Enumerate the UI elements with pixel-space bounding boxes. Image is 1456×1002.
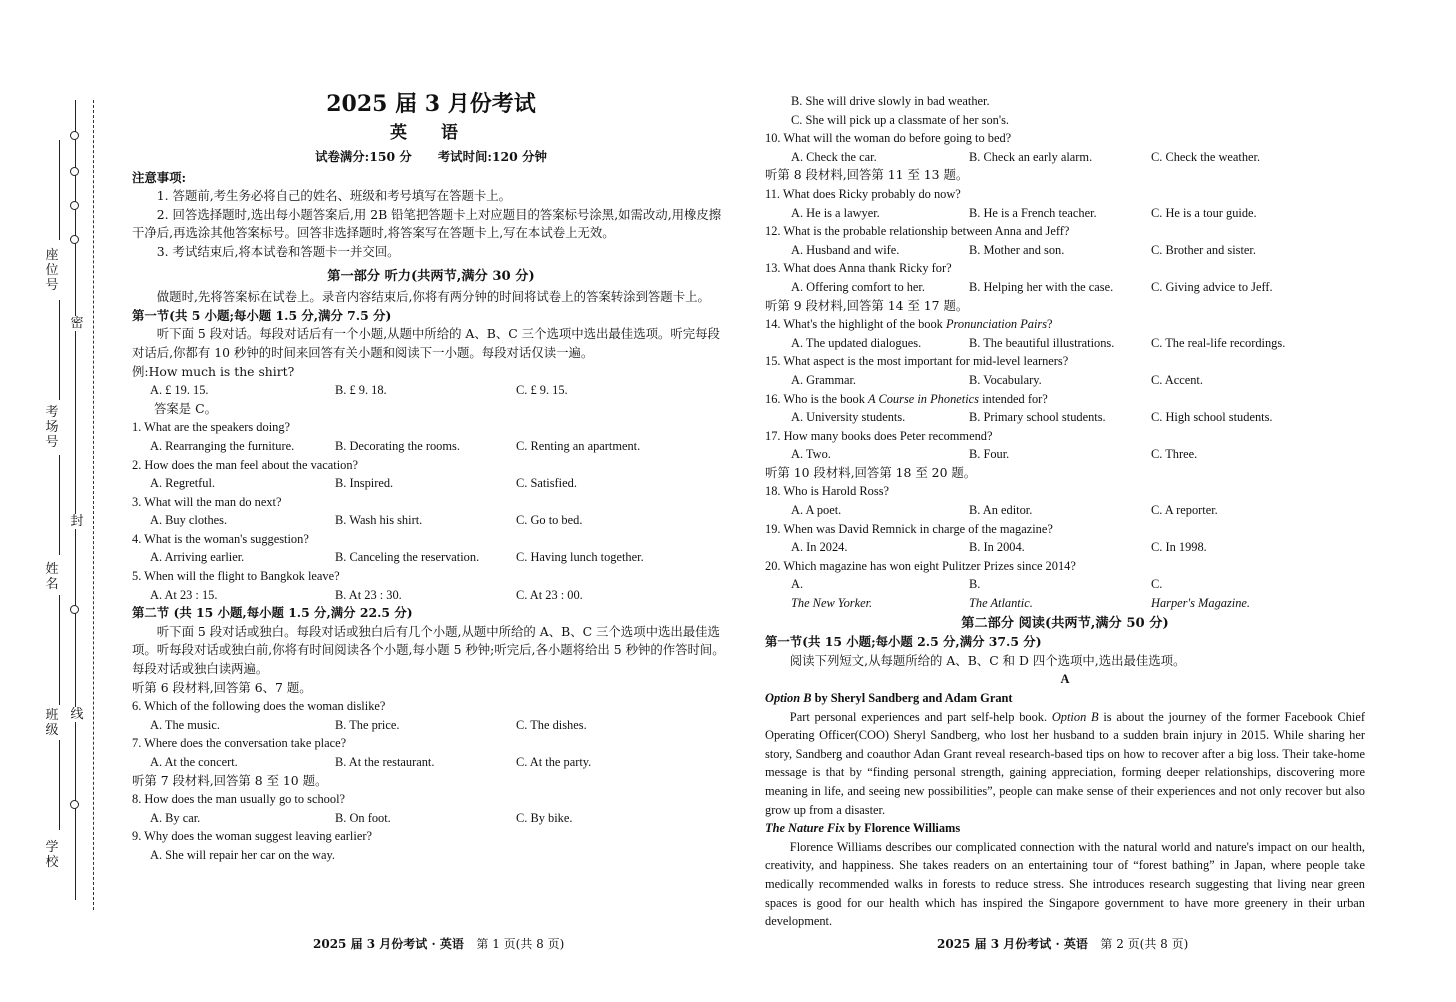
option-a[interactable]: A. £ 19. 15. xyxy=(150,383,209,398)
passage-letter: A xyxy=(1060,672,1070,687)
option-b[interactable]: B. The Atlantic. xyxy=(969,577,1033,611)
question-13: 13. What does Anna thank Ricky for? xyxy=(765,261,952,276)
material-10-note: 听第 10 段材料,回答第 18 至 20 题。 xyxy=(765,464,977,480)
option-c[interactable]: C. By bike. xyxy=(516,810,573,825)
option-b[interactable]: B. Inspired. xyxy=(335,476,394,491)
page-2-column xyxy=(765,92,1365,931)
options-14 xyxy=(765,334,1365,353)
question-19: 19. When was David Remnick in charge of the magazine? xyxy=(765,521,1053,536)
options-1 xyxy=(132,437,730,456)
option-c[interactable]: C. A reporter. xyxy=(1151,503,1218,518)
book2-title: The Nature Fix xyxy=(765,821,845,836)
options-12 xyxy=(765,241,1365,260)
option-a[interactable]: A. Husband and wife. xyxy=(791,242,900,257)
seal-word-xian: 线 xyxy=(70,707,84,722)
binding-hole xyxy=(70,167,79,176)
notice-item: 2. 回答选择题时,选出每小题答案后,用 2B 铅笔把答题卡上对应题目的答案标号涂黑,如需改动,用橡皮擦干净后,再选涂其他答案标号。回答非选择题时,将答案写在答题卡上,写在本试卷上无效。 xyxy=(132,206,722,241)
question-7: 7. Where does the conversation take place? xyxy=(132,736,347,751)
option-c[interactable]: C. The dishes. xyxy=(516,717,587,732)
option-a[interactable]: A. A poet. xyxy=(791,503,842,518)
option-a[interactable]: A. Buy clothes. xyxy=(150,513,228,528)
binding-hole xyxy=(70,235,79,244)
option-c[interactable]: C. Check the weather. xyxy=(1151,149,1261,164)
part2-heading: 第二部分 阅读(共两节,满分 50 分) xyxy=(961,615,1169,631)
question-16 xyxy=(765,390,1365,409)
options-16 xyxy=(765,408,1365,427)
section1-intro: 听下面 5 段对话。每段对话后有一个小题,从题中所给的 A、B、C 三个选项中选出最佳选项。听完每段对话后,你都有 10 秒钟的时间来回答有关小题和阅读下一小题。每段对话仅读一遍。 xyxy=(132,326,720,360)
option-b[interactable]: B. The beautiful illustrations. xyxy=(969,335,1115,350)
option-b[interactable]: B. He is a French teacher. xyxy=(969,205,1097,220)
option-b[interactable]: B. An editor. xyxy=(969,503,1033,518)
magazine-name: The Atlantic. xyxy=(969,596,1033,611)
question-17: 17. How many books does Peter recommend? xyxy=(765,428,993,443)
option-b[interactable]: B. Wash his shirt. xyxy=(335,513,423,528)
option-b[interactable]: B. She will drive slowly in bad weather. xyxy=(791,94,990,108)
question-4: 4. What is the woman's suggestion? xyxy=(132,531,309,546)
option-b[interactable]: B. Mother and son. xyxy=(969,242,1065,257)
seat-number-label: 座位号 xyxy=(45,248,59,293)
option-c[interactable]: C. Brother and sister. xyxy=(1151,242,1256,257)
option-b[interactable]: B. At 23 : 30. xyxy=(335,587,402,602)
example-options xyxy=(132,381,730,400)
option-c[interactable]: C. Renting an apartment. xyxy=(516,438,641,453)
option-a[interactable]: A. Offering comfort to her. xyxy=(791,279,925,294)
question-text: intended for? xyxy=(978,391,1048,406)
question-18: 18. Who is Harold Ross? xyxy=(765,484,890,499)
score-info: 试卷满分:150 分 xyxy=(315,149,412,164)
seal-word-feng: 封 xyxy=(70,514,84,529)
seal-word-mi: 密 xyxy=(70,316,84,331)
option-c[interactable]: C. Accent. xyxy=(1151,372,1203,387)
question-text: 16. Who is the book xyxy=(765,391,869,406)
part1-intro: 做题时,先将答案标在试卷上。录音内容结束后,你将有两分钟的时间将试卷上的答案转涂到答题卡上。 xyxy=(156,289,710,305)
option-a[interactable]: A. Grammar. xyxy=(791,372,857,387)
fill-line[interactable] xyxy=(59,595,60,705)
options-11 xyxy=(765,204,1365,223)
options-2 xyxy=(132,474,730,493)
option-b[interactable]: B. On foot. xyxy=(335,810,391,825)
option-a[interactable]: A. By car. xyxy=(150,810,201,825)
question-8: 8. How does the man usually go to school? xyxy=(132,792,346,807)
footer-page-number: 第 2 页(共 8 页) xyxy=(1100,937,1189,951)
option-b[interactable]: B. Four. xyxy=(969,447,1010,462)
option-a[interactable]: A. The updated dialogues. xyxy=(791,335,922,350)
part2-section1-intro: 阅读下列短文,从每题所给的 A、B、C 和 D 四个选项中,选出最佳选项。 xyxy=(789,652,1186,668)
option-b[interactable]: B. £ 9. 18. xyxy=(335,383,387,398)
option-c[interactable]: C. Go to bed. xyxy=(516,513,583,528)
option-c[interactable]: C. Three. xyxy=(1151,447,1198,462)
material-6-note: 听第 6 段材料,回答第 6、7 题。 xyxy=(132,679,312,695)
option-c[interactable]: C. Satisfied. xyxy=(516,476,577,491)
option-a[interactable]: A. The music. xyxy=(150,717,220,732)
options-19 xyxy=(765,538,1365,557)
book2-heading xyxy=(765,819,1365,838)
option-c[interactable]: C. £ 9. 15. xyxy=(516,383,568,398)
option-a[interactable]: A. Two. xyxy=(791,447,831,462)
margin-dashed-line xyxy=(93,100,94,910)
question-3: 3. What will the man do next? xyxy=(132,494,282,509)
time-info: 考试时间:120 分钟 xyxy=(437,149,547,164)
section1-heading: 第一节(共 5 小题;每小题 1.5 分,满分 7.5 分) xyxy=(132,307,392,323)
question-20: 20. Which magazine has won eight Pulitzer Prizes since 2014? xyxy=(765,558,1076,573)
subject-title: 英 语 xyxy=(390,123,472,143)
option-a[interactable]: A. He is a lawyer. xyxy=(791,205,880,220)
option-b[interactable]: B. At the restaurant. xyxy=(335,755,435,769)
section1-questions xyxy=(132,418,730,604)
book1-title: Option B xyxy=(765,691,812,705)
binding-hole xyxy=(70,800,79,809)
options-17 xyxy=(765,445,1365,464)
options-20 xyxy=(765,575,1365,612)
question-1: 1. What are the speakers doing? xyxy=(132,420,291,435)
name-label: 姓名 xyxy=(45,562,59,592)
option-b[interactable]: B. The price. xyxy=(335,717,400,732)
options-13 xyxy=(765,278,1365,297)
option-b[interactable]: B. Vocabulary. xyxy=(969,372,1042,387)
exam-room-label: 考场号 xyxy=(45,405,59,450)
option-a[interactable]: A. Arriving earlier. xyxy=(150,550,245,565)
material-8-note: 听第 8 段材料,回答第 11 至 13 题。 xyxy=(765,167,969,183)
question-9: 9. Why does the woman suggest leaving earlier? xyxy=(132,829,372,844)
option-b[interactable]: B. Check an early alarm. xyxy=(969,149,1093,164)
notice-item: 1. 答题前,考生务必将自己的姓名、班级和考号填写在答题卡上。 xyxy=(156,188,512,204)
footer-title: 2025 届 3 月份考试 · 英语 xyxy=(313,937,464,951)
margin-solid-line xyxy=(75,100,76,900)
option-c[interactable]: C. Having lunch together. xyxy=(516,550,644,565)
option-c[interactable]: C. Giving advice to Jeff. xyxy=(1151,279,1273,294)
part2-section1-heading: 第一节(共 15 小题;每小题 2.5 分,满分 37.5 分) xyxy=(765,634,1042,650)
options-5 xyxy=(132,586,730,605)
option-b[interactable]: B. Canceling the reservation. xyxy=(335,550,480,565)
book1-paragraph: Part personal experiences and part self-help book. Option B is about the journey of the former Facebook Chief Operating Officer(COO) Sheryl Sandberg, who lost her husband to a sudden brain injury in 2015. While sharing her story, Sandberg and coauthor Adan Grant reveal research-based tips on how to recover after a big loss. Their take-home message is that by “finding personal strength, gaining appreciation, forming deeper relationships, discovering more meaning in life, and seeing new possibilities”, people can make sense of their experiences and not only recover but also grow up from a disaster. xyxy=(765,709,1365,817)
options-6 xyxy=(132,716,730,735)
options-3 xyxy=(132,511,730,530)
book2-author: by Florence Williams xyxy=(844,821,961,836)
option-a[interactable]: A. In 2024. xyxy=(791,540,848,555)
option-c[interactable]: C. He is a tour guide. xyxy=(1151,205,1257,220)
page-2-footer xyxy=(937,935,1188,952)
page-1-footer xyxy=(313,935,564,952)
example-question: 例:How much is the shirt? xyxy=(132,363,295,379)
options-8 xyxy=(132,809,730,828)
question-15: 15. What aspect is the most important for mid-level learners? xyxy=(765,354,1069,369)
option-c[interactable]: C. The real-life recordings. xyxy=(1151,335,1286,350)
book-title: Pronunciation Pairs xyxy=(945,317,1048,332)
option-a[interactable]: A. At 23 : 15. xyxy=(150,587,218,602)
option-c[interactable]: C. Harper's Magazine. xyxy=(1151,577,1251,611)
options-10 xyxy=(765,148,1365,167)
binding-hole xyxy=(70,201,79,210)
magazine-name: Harper's Magazine. xyxy=(1151,596,1251,611)
question-12: 12. What is the probable relationship between Anna and Jeff? xyxy=(765,224,1070,239)
question-text: ? xyxy=(1047,317,1053,332)
notice-item: 3. 考试结束后,将本试卷和答题卡一并交回。 xyxy=(156,243,400,259)
question-10: 10. What will the woman do before going to bed? xyxy=(765,131,1012,146)
question-11: 11. What does Ricky probably do now? xyxy=(765,186,961,201)
option-a[interactable]: A. Regretful. xyxy=(150,476,216,491)
binding-hole xyxy=(70,605,79,614)
options-15 xyxy=(765,371,1365,390)
binding-hole xyxy=(70,131,79,140)
book2-paragraph: Florence Williams describes our complicated connection with the natural world and nature's impact on our health, creativity, and happiness. She takes readers on an entertaining tour of “forest bathing” in Japan, where people take medically recommended walks in forests to reduce stress. She introduces research suggesting that living near green spaces is good for our health which has inspired the Singapore government to have more greenery in their urban development. xyxy=(765,839,1365,929)
class-label: 班级 xyxy=(45,708,59,738)
fill-line[interactable] xyxy=(59,300,60,400)
option-c[interactable]: C. At 23 : 00. xyxy=(516,587,583,602)
binding-margin xyxy=(0,0,110,1002)
page-1-column xyxy=(132,88,730,865)
fill-line[interactable] xyxy=(59,740,60,830)
footer-title: 2025 届 3 月份考试 · 英语 xyxy=(937,937,1088,951)
option-c[interactable]: C. High school students. xyxy=(1151,410,1273,425)
book1-authors: by Sheryl Sandberg and Adam Grant xyxy=(811,691,1013,705)
option-b[interactable]: B. In 2004. xyxy=(969,540,1025,555)
option-b[interactable]: B. Primary school students. xyxy=(969,410,1106,425)
option-a[interactable]: A. The New Yorker. xyxy=(791,577,873,611)
option-b[interactable]: B. Decorating the rooms. xyxy=(335,438,460,453)
question-14 xyxy=(765,315,1365,334)
book1-heading xyxy=(765,689,1365,708)
question-2: 2. How does the man feel about the vacation? xyxy=(132,457,359,472)
fill-line[interactable] xyxy=(59,455,60,555)
exam-meta xyxy=(132,148,730,167)
fill-line[interactable] xyxy=(59,140,60,240)
section2-intro: 听下面 5 段对话或独白。每段对话或独白后有几个小题,从题中所给的 A、B、C 三个选项中选出最佳选项。听每段对话或独白前,你将有时间阅读各个小题,每小题 5 秒钟;听完后,各小题将给出 5 秒钟的作答时间。每段对话或独白读两遍。 xyxy=(132,623,725,677)
options-7 xyxy=(132,753,730,772)
option-a[interactable]: A. Rearranging the furniture. xyxy=(150,438,295,453)
book-title: Option B xyxy=(1051,709,1099,724)
exam-title: 2025 届 3 月份考试 xyxy=(326,91,536,117)
option-a[interactable]: A. Check the car. xyxy=(791,149,877,164)
question-6: 6. Which of the following does the woman dislike? xyxy=(132,699,386,714)
option-a[interactable]: A. At the concert. xyxy=(150,755,238,769)
option-c[interactable]: C. In 1998. xyxy=(1151,540,1207,555)
notice-heading: 注意事项: xyxy=(132,169,187,185)
option-a[interactable]: A. She will repair her car on the way. xyxy=(150,847,335,862)
school-label: 学校 xyxy=(45,840,59,870)
material-7-note: 听第 7 段材料,回答第 8 至 10 题。 xyxy=(132,772,328,788)
question-text: 14. What's the highlight of the book xyxy=(765,317,946,332)
section2-heading: 第二节 (共 15 小题,每小题 1.5 分,满分 22.5 分) xyxy=(132,605,413,621)
option-c[interactable]: C. She will pick up a classmate of her son's. xyxy=(791,112,1009,127)
option-c[interactable]: C. At the party. xyxy=(516,755,592,769)
question-5: 5. When will the flight to Bangkok leave? xyxy=(132,569,340,584)
option-a[interactable]: A. University students. xyxy=(791,410,906,425)
material-9-note: 听第 9 段材料,回答第 14 至 17 题。 xyxy=(765,297,969,313)
magazine-name: The New Yorker. xyxy=(791,596,873,611)
options-18 xyxy=(765,501,1365,520)
footer-page-number: 第 1 页(共 8 页) xyxy=(476,937,565,951)
options-4 xyxy=(132,548,730,567)
option-b[interactable]: B. Helping her with the case. xyxy=(969,279,1114,294)
book-title: A Course in Phonetics xyxy=(868,391,979,406)
part1-heading: 第一部分 听力(共两节,满分 30 分) xyxy=(327,268,535,284)
example-answer: 答案是 C。 xyxy=(154,400,217,416)
